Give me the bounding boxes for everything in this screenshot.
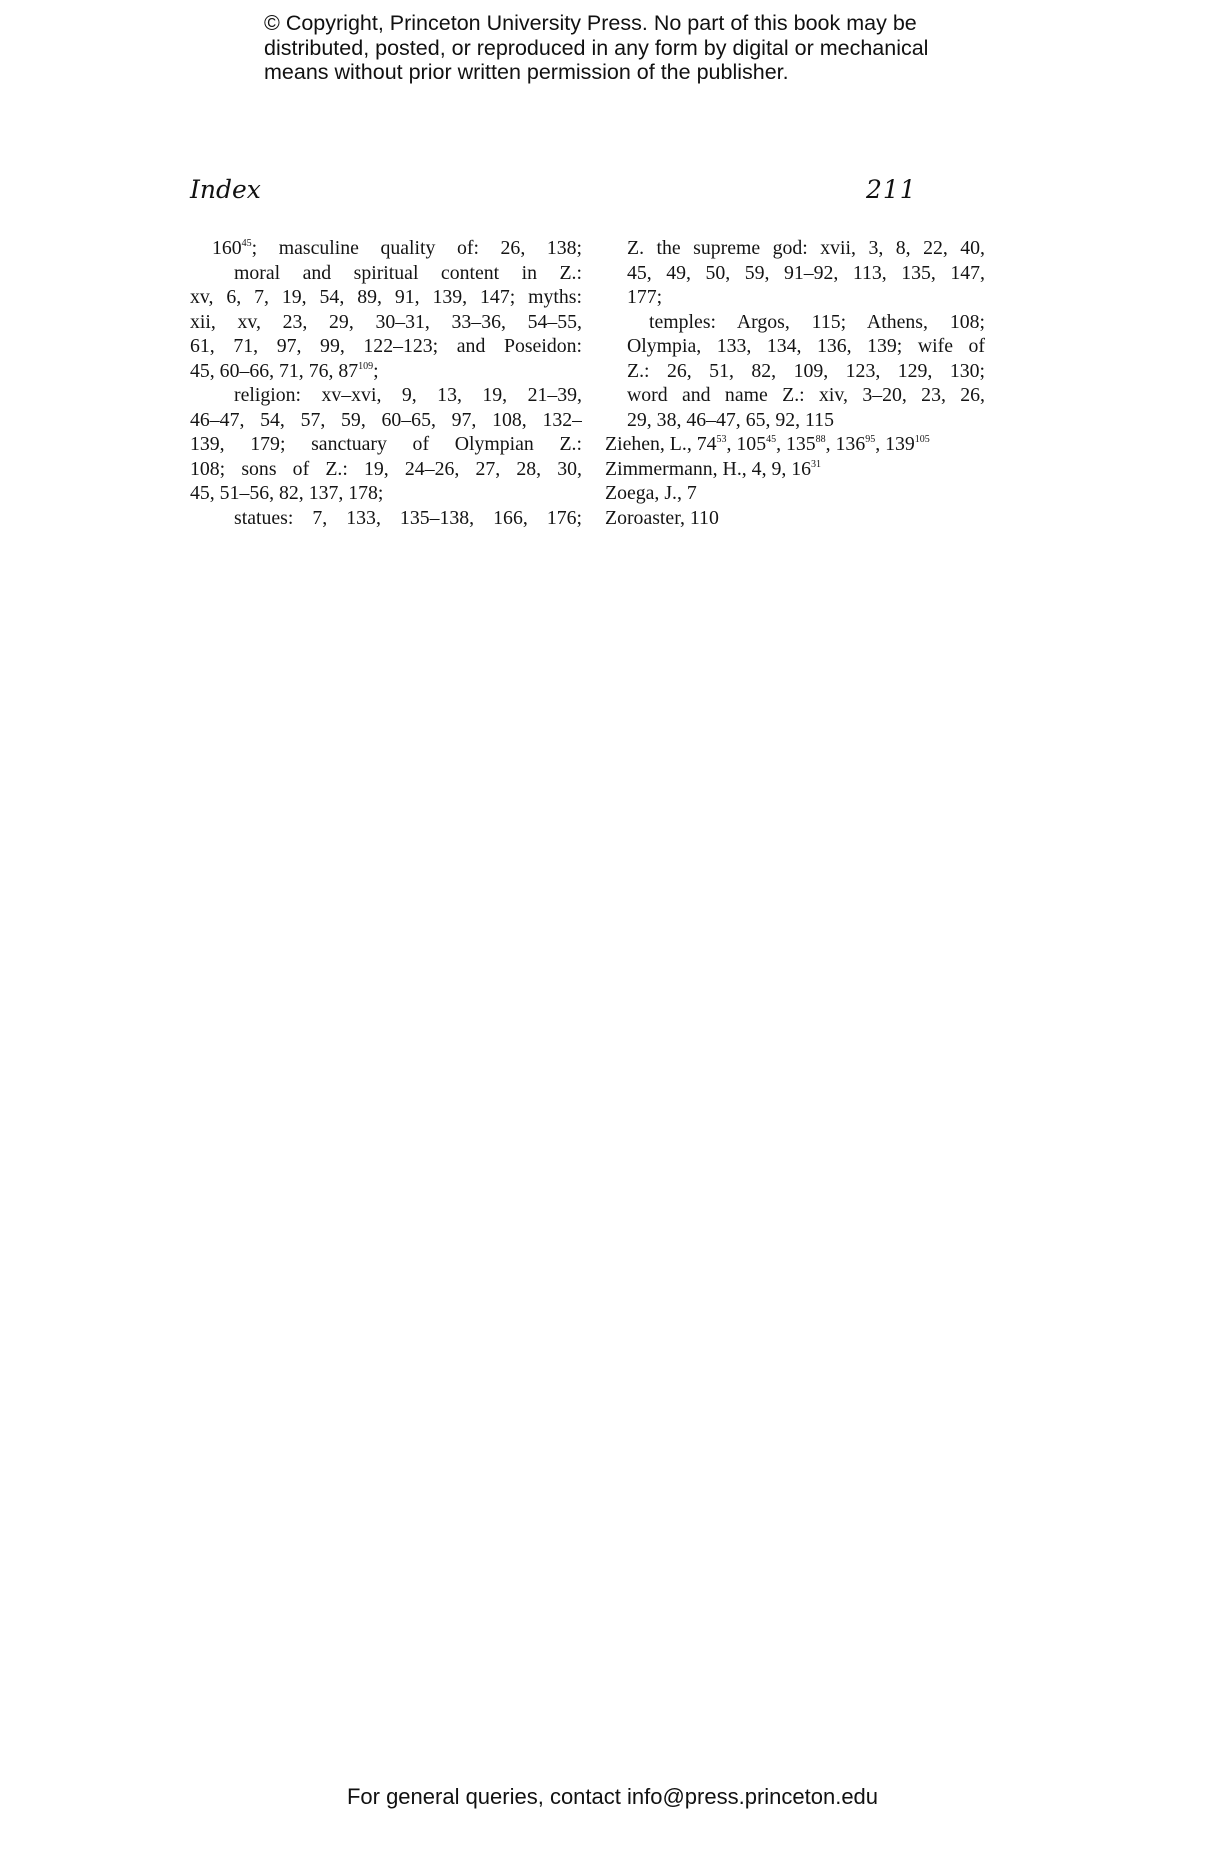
copyright-line: means without prior written permission of the publisher. — [264, 60, 789, 84]
index-column-right — [605, 236, 985, 530]
copyright-line: distributed, posted, or reproduced in any form by digital or mechanical — [264, 35, 929, 60]
page-number: 211 — [866, 175, 917, 204]
index-line: 108; sons of Z.: 19, 24–26, 27, 28, 30, — [190, 457, 582, 480]
index-line: 45, 60–66, 71, 76, $87^{109}$; — [190, 359, 379, 382]
index-line: 45, 49, 50, 59, 91–92, 113, 135, 147, — [627, 261, 985, 284]
index-line: word and name Z.: xiv, 3–20, 23, 26, — [627, 384, 985, 406]
index-line: Zimmermann, H., 4, 9, $16^{31}$ — [605, 457, 822, 480]
index-line: moral and spiritual content in Z.: — [234, 261, 582, 284]
index-line: xv, 6, 7, 19, 54, 89, 91, 139, 147; myths: — [190, 286, 582, 308]
index-line: Zoroaster, 110 — [605, 506, 719, 529]
index-line: 46–47, 54, 57, 59, 60–65, 97, 108, 132– — [190, 408, 582, 431]
index-line: statues: 7, 133, 135–138, 166, 176; — [234, 506, 582, 529]
index-line: Z. the supreme god: xvii, 3, 8, 22, 40, — [627, 237, 985, 259]
section-title: Index — [190, 175, 261, 204]
index-line: religion: xv–xvi, 9, 13, 19, 21–39, — [234, 384, 582, 406]
index-line: 139, 179; sanctuary of Olympian Z.: — [190, 433, 582, 455]
copyright-line: © Copyright, Princeton University Press. No part of this book may be — [264, 11, 917, 35]
index-line: xii, xv, 23, 29, 30–31, 33–36, 54–55, — [190, 310, 582, 333]
index-line: Z.: 26, 51, 82, 109, 123, 129, 130; — [627, 359, 985, 382]
index-line: temples: Argos, 115; Athens, 108; — [649, 310, 985, 333]
copyright-notice — [264, 10, 1024, 84]
index-line: 177; — [627, 286, 663, 308]
index-column-left — [190, 236, 582, 530]
index-line: $160^{45}$; masculine quality of: 26, 138; — [212, 237, 582, 259]
index-line: 29, 38, 46–47, 65, 92, 115 — [627, 408, 834, 431]
index-line: 45, 51–56, 82, 137, 178; — [190, 482, 384, 504]
contact-footer: For general queries, contact info@press.princeton.edu — [346, 1784, 879, 1809]
index-line: Olympia, 133, 134, 136, 139; wife of — [627, 335, 985, 357]
index-line: 61, 71, 97, 99, 122–123; and Poseidon: — [190, 335, 582, 357]
index-line: Zoega, J., 7 — [605, 482, 697, 504]
index-line: Ziehen, L., $74^{53}$, $105^{45}$, $135^{88}$, $136^{95}$, $139^{105}$ — [605, 433, 930, 455]
